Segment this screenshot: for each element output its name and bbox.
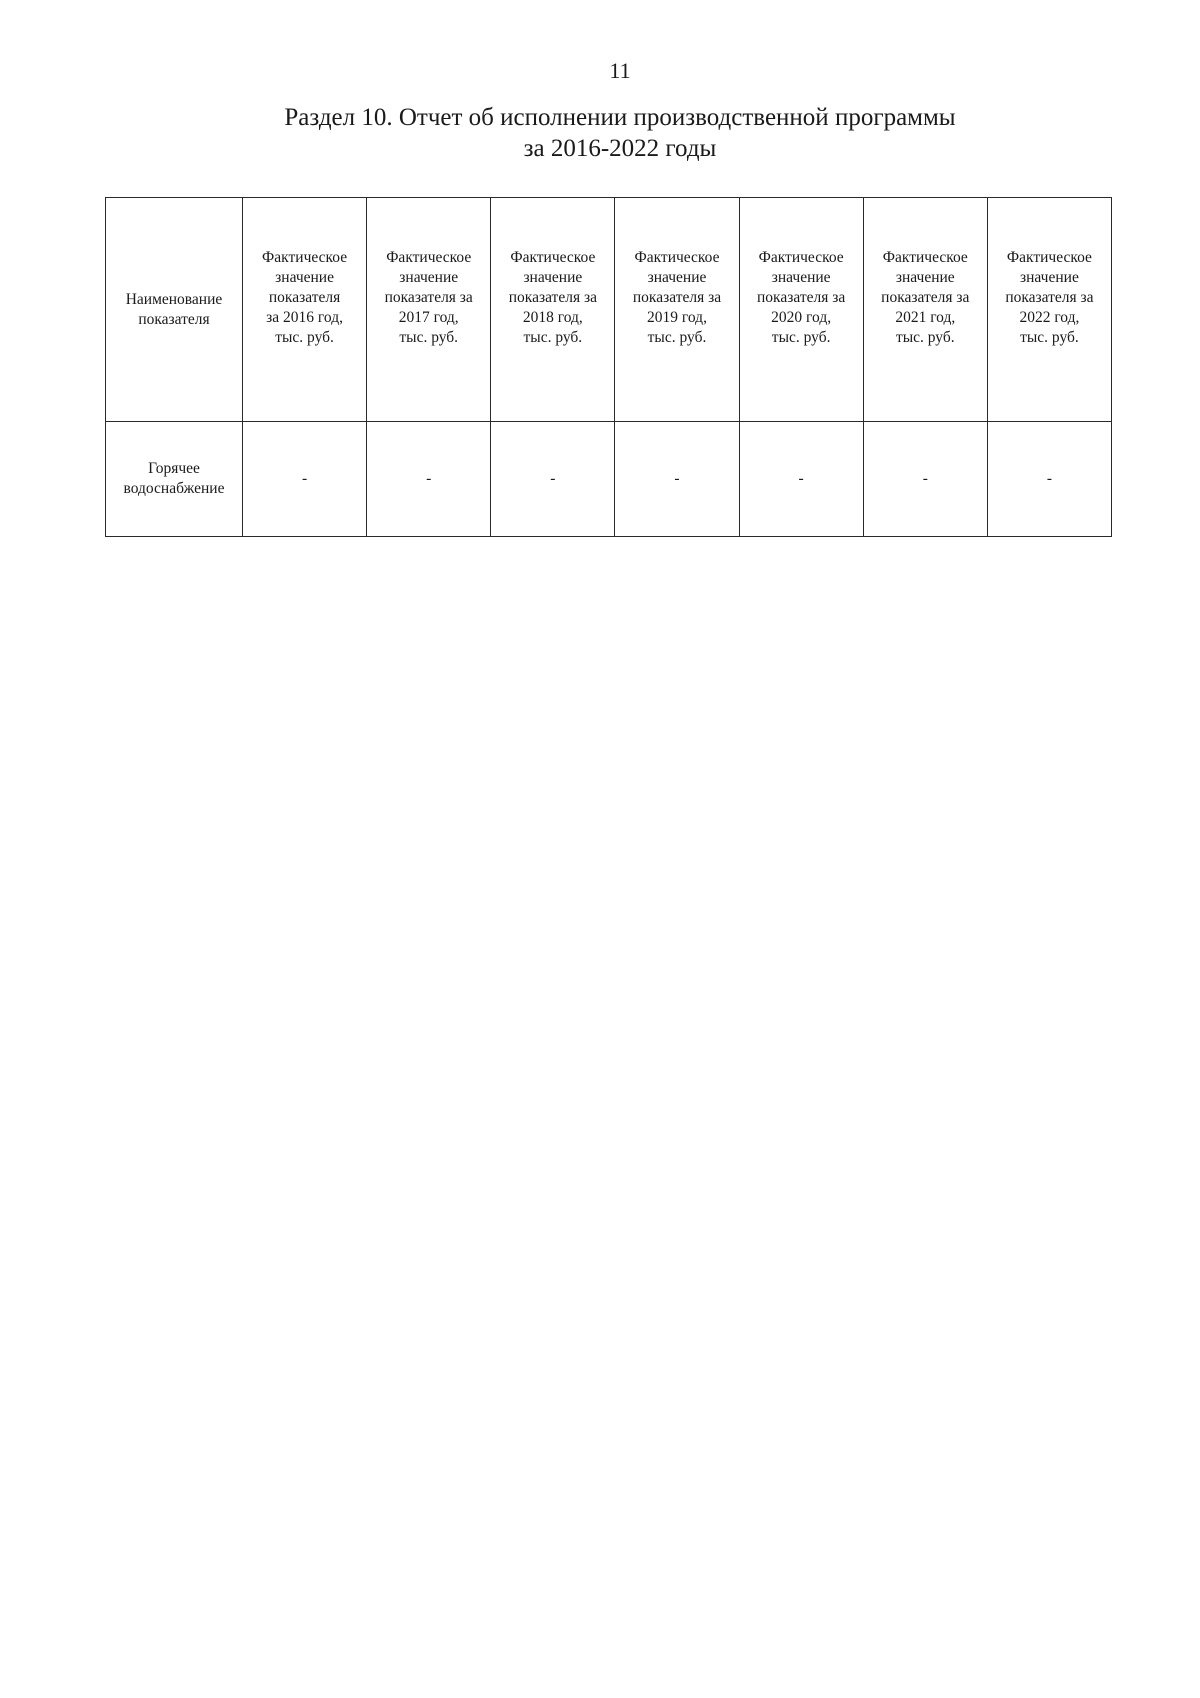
- value-2018: -: [491, 422, 615, 537]
- section-title-line-2: за 2016-2022 годы: [523, 135, 717, 162]
- value-2019: -: [615, 422, 739, 537]
- header-year-2022: Фактическое значение показателя за 2022 год, тыс. руб.: [987, 198, 1111, 422]
- section-title-line-1: Раздел 10. Отчет об исполнении производственной программы: [284, 104, 956, 131]
- header-year-2016: Фактическое значение показателя за 2016 год, тыс. руб.: [243, 198, 367, 422]
- section-title: [0, 102, 1200, 164]
- report-table: [105, 197, 1112, 537]
- header-year-2019: Фактическое значение показателя за 2019 год, тыс. руб.: [615, 198, 739, 422]
- value-2017: -: [367, 422, 491, 537]
- page-number: 11: [609, 58, 631, 83]
- row-indicator-name: Горячее водоснабжение: [106, 422, 243, 537]
- header-year-2021: Фактическое значение показателя за 2021 год, тыс. руб.: [863, 198, 987, 422]
- value-2020: -: [739, 422, 863, 537]
- header-year-2017: Фактическое значение показателя за 2017 год, тыс. руб.: [367, 198, 491, 422]
- header-year-2018: Фактическое значение показателя за 2018 год, тыс. руб.: [491, 198, 615, 422]
- value-2021: -: [863, 422, 987, 537]
- value-2016: -: [243, 422, 367, 537]
- table-header-row: [106, 198, 1112, 422]
- header-indicator-name: Наименование показателя: [106, 198, 243, 422]
- table-row: [106, 422, 1112, 537]
- value-2022: -: [987, 422, 1111, 537]
- header-year-2020: Фактическое значение показателя за 2020 год, тыс. руб.: [739, 198, 863, 422]
